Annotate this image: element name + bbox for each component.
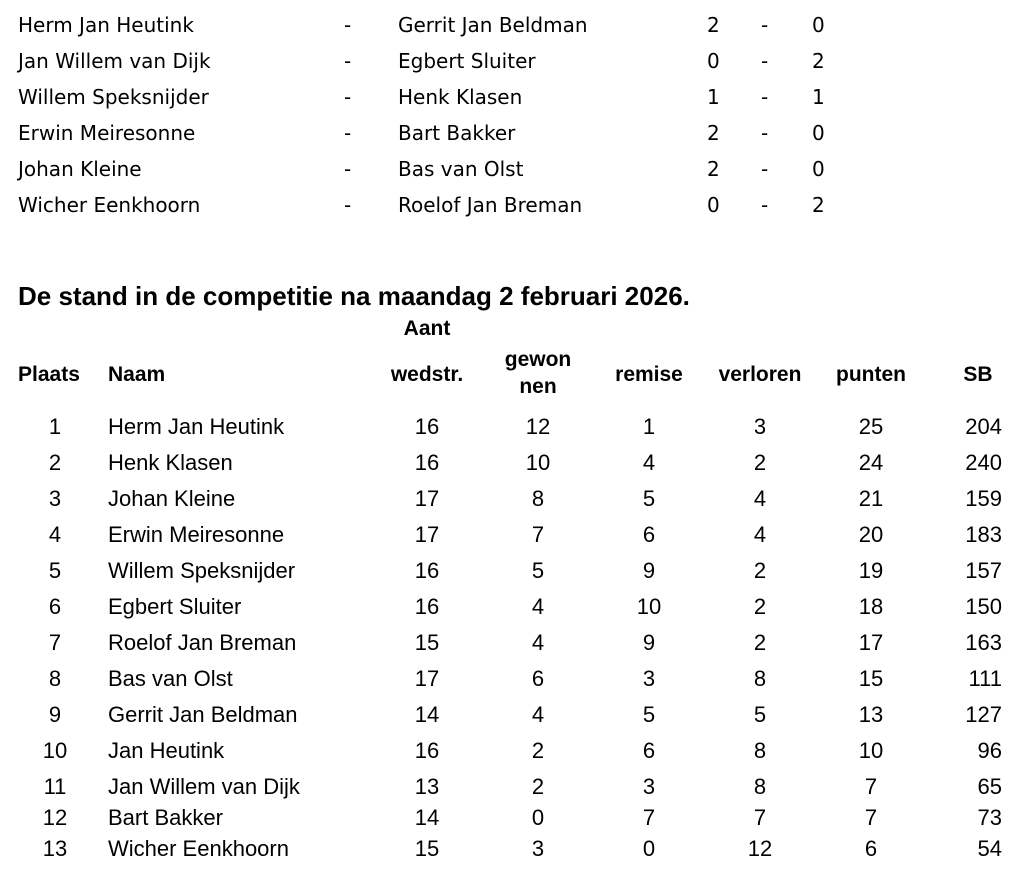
away-player: Egbert Sluiter <box>398 49 536 73</box>
cell-verloren: 8 <box>753 774 767 799</box>
cell-punten: 18 <box>858 594 884 619</box>
cell-wedstr: 15 <box>414 836 440 861</box>
score-home: 0 <box>707 193 720 217</box>
cell-punten: 20 <box>858 522 884 547</box>
result-row <box>0 118 1024 148</box>
cell-wedstr: 17 <box>414 522 440 547</box>
table-row <box>0 592 1024 622</box>
cell-remise: 10 <box>636 594 662 619</box>
cell-gewonnen: 4 <box>531 702 545 727</box>
versus-dash: - <box>344 49 352 73</box>
cell-verloren: 3 <box>753 414 767 439</box>
header-sb: SB <box>963 363 993 386</box>
cell-plaats: 2 <box>48 450 62 475</box>
cell-wedstr: 13 <box>414 774 440 799</box>
cell-remise: 6 <box>642 522 656 547</box>
score-home: 2 <box>707 13 720 37</box>
away-player: Bart Bakker <box>398 121 516 145</box>
cell-plaats: 8 <box>48 666 62 691</box>
cell-verloren: 2 <box>753 558 767 583</box>
cell-punten: 6 <box>864 836 878 861</box>
cell-verloren: 5 <box>753 702 767 727</box>
versus-dash: - <box>344 121 352 145</box>
cell-remise: 3 <box>642 666 656 691</box>
header-gewonnen-line2: nen <box>519 375 557 398</box>
cell-naam: Johan Kleine <box>108 486 236 511</box>
cell-naam: Herm Jan Heutink <box>108 414 285 439</box>
cell-wedstr: 16 <box>414 450 440 475</box>
cell-sb: 96 <box>977 738 1002 763</box>
cell-plaats: 12 <box>42 805 68 830</box>
cell-gewonnen: 7 <box>531 522 545 547</box>
away-player: Bas van Olst <box>398 157 524 181</box>
home-player: Johan Kleine <box>18 157 142 181</box>
result-row <box>0 82 1024 112</box>
cell-wedstr: 17 <box>414 666 440 691</box>
cell-wedstr: 17 <box>414 486 440 511</box>
cell-sb: 204 <box>965 414 1002 439</box>
away-player: Roelof Jan Breman <box>398 193 583 217</box>
cell-gewonnen: 4 <box>531 594 545 619</box>
cell-wedstr: 16 <box>414 414 440 439</box>
cell-wedstr: 16 <box>414 738 440 763</box>
cell-plaats: 4 <box>48 522 62 547</box>
score-away: 0 <box>812 157 825 181</box>
cell-naam: Erwin Meiresonne <box>108 522 285 547</box>
standings-title: De stand in de competitie na maandag 2 februari 2026. <box>18 281 690 311</box>
cell-gewonnen: 0 <box>531 805 545 830</box>
cell-punten: 7 <box>864 774 878 799</box>
cell-verloren: 4 <box>753 486 767 511</box>
cell-remise: 7 <box>642 805 656 830</box>
score-away: 2 <box>812 193 825 217</box>
cell-gewonnen: 10 <box>525 450 551 475</box>
cell-gewonnen: 12 <box>525 414 551 439</box>
header-plaats: Plaats <box>18 363 80 386</box>
score-separator: - <box>761 85 769 109</box>
cell-sb: 157 <box>965 558 1002 583</box>
cell-remise: 9 <box>642 630 656 655</box>
table-row <box>0 520 1024 550</box>
cell-verloren: 2 <box>753 450 767 475</box>
versus-dash: - <box>344 157 352 181</box>
cell-gewonnen: 8 <box>531 486 545 511</box>
cell-remise: 5 <box>642 702 656 727</box>
cell-punten: 19 <box>858 558 884 583</box>
score-away: 1 <box>812 85 825 109</box>
cell-sb: 240 <box>965 450 1002 475</box>
cell-wedstr: 15 <box>414 630 440 655</box>
cell-sb: 127 <box>965 702 1002 727</box>
table-row <box>0 772 1024 802</box>
cell-gewonnen: 6 <box>531 666 545 691</box>
cell-naam: Jan Heutink <box>108 738 225 763</box>
cell-plaats: 3 <box>48 486 62 511</box>
result-row <box>0 190 1024 220</box>
cell-verloren: 2 <box>753 630 767 655</box>
cell-sb: 159 <box>965 486 1002 511</box>
away-player: Henk Klasen <box>398 85 523 109</box>
cell-naam: Bart Bakker <box>108 805 223 830</box>
result-row <box>0 10 1024 40</box>
score-separator: - <box>761 121 769 145</box>
versus-dash: - <box>344 85 352 109</box>
header-wedstr: wedstr. <box>390 363 464 386</box>
score-separator: - <box>761 157 769 181</box>
header-gewonnen <box>494 346 582 400</box>
cell-punten: 7 <box>864 805 878 830</box>
cell-naam: Bas van Olst <box>108 666 233 691</box>
header-naam: Naam <box>108 363 166 386</box>
cell-naam: Henk Klasen <box>108 450 233 475</box>
cell-sb: 54 <box>977 836 1002 861</box>
header-remise: remise <box>615 363 683 386</box>
table-row <box>0 628 1024 658</box>
cell-sb: 163 <box>965 630 1002 655</box>
cell-remise: 6 <box>642 738 656 763</box>
header-aant: Aant <box>403 317 451 340</box>
cell-naam: Jan Willem van Dijk <box>108 774 300 799</box>
home-player: Erwin Meiresonne <box>18 121 196 145</box>
cell-naam: Willem Speksnijder <box>108 558 296 583</box>
cell-verloren: 4 <box>753 522 767 547</box>
cell-gewonnen: 2 <box>531 738 545 763</box>
cell-plaats: 1 <box>48 414 62 439</box>
cell-sb: 150 <box>965 594 1002 619</box>
score-separator: - <box>761 49 769 73</box>
score-home: 2 <box>707 157 720 181</box>
cell-naam: Gerrit Jan Beldman <box>108 702 298 727</box>
cell-remise: 5 <box>642 486 656 511</box>
home-player: Herm Jan Heutink <box>18 13 194 37</box>
home-player: Wicher Eenkhoorn <box>18 193 201 217</box>
result-row <box>0 154 1024 184</box>
header-verloren: verloren <box>718 363 802 386</box>
cell-gewonnen: 5 <box>531 558 545 583</box>
cell-sb: 65 <box>977 774 1002 799</box>
cell-remise: 0 <box>642 836 656 861</box>
versus-dash: - <box>344 193 352 217</box>
cell-remise: 1 <box>642 414 656 439</box>
cell-gewonnen: 4 <box>531 630 545 655</box>
cell-gewonnen: 3 <box>531 836 545 861</box>
cell-punten: 21 <box>858 486 884 511</box>
cell-punten: 10 <box>858 738 884 763</box>
cell-verloren: 8 <box>753 738 767 763</box>
cell-remise: 3 <box>642 774 656 799</box>
cell-plaats: 10 <box>42 738 68 763</box>
score-separator: - <box>761 193 769 217</box>
table-row <box>0 803 1024 833</box>
cell-plaats: 13 <box>42 836 68 861</box>
header-punten: punten <box>836 363 906 386</box>
home-player: Willem Speksnijder <box>18 85 209 109</box>
score-away: 2 <box>812 49 825 73</box>
result-row <box>0 46 1024 76</box>
away-player: Gerrit Jan Beldman <box>398 13 588 37</box>
table-row <box>0 700 1024 730</box>
cell-wedstr: 14 <box>414 805 440 830</box>
cell-sb: 183 <box>965 522 1002 547</box>
cell-verloren: 7 <box>753 805 767 830</box>
table-row <box>0 834 1024 864</box>
cell-plaats: 11 <box>43 774 67 799</box>
cell-remise: 9 <box>642 558 656 583</box>
table-row <box>0 484 1024 514</box>
cell-verloren: 8 <box>753 666 767 691</box>
cell-gewonnen: 2 <box>531 774 545 799</box>
cell-naam: Wicher Eenkhoorn <box>108 836 289 861</box>
cell-plaats: 6 <box>48 594 62 619</box>
home-player: Jan Willem van Dijk <box>18 49 211 73</box>
cell-punten: 15 <box>858 666 884 691</box>
score-away: 0 <box>812 13 825 37</box>
cell-wedstr: 16 <box>414 558 440 583</box>
table-row <box>0 556 1024 586</box>
cell-plaats: 9 <box>48 702 62 727</box>
table-row <box>0 448 1024 478</box>
cell-wedstr: 16 <box>414 594 440 619</box>
cell-naam: Egbert Sluiter <box>108 594 242 619</box>
table-row <box>0 412 1024 442</box>
cell-wedstr: 14 <box>414 702 440 727</box>
score-away: 0 <box>812 121 825 145</box>
cell-sb: 73 <box>977 805 1002 830</box>
cell-verloren: 2 <box>753 594 767 619</box>
cell-verloren: 12 <box>747 836 773 861</box>
cell-punten: 25 <box>858 414 884 439</box>
table-row <box>0 736 1024 766</box>
cell-punten: 17 <box>858 630 884 655</box>
score-home: 1 <box>707 85 720 109</box>
score-home: 0 <box>707 49 720 73</box>
table-row <box>0 664 1024 694</box>
versus-dash: - <box>344 13 352 37</box>
cell-naam: Roelof Jan Breman <box>108 630 297 655</box>
cell-remise: 4 <box>642 450 656 475</box>
cell-punten: 13 <box>858 702 884 727</box>
cell-plaats: 5 <box>48 558 62 583</box>
cell-plaats: 7 <box>48 630 62 655</box>
score-separator: - <box>761 13 769 37</box>
score-home: 2 <box>707 121 720 145</box>
cell-sb: 111 <box>968 666 1002 691</box>
cell-punten: 24 <box>858 450 884 475</box>
header-gewonnen-line1: gewon <box>504 348 572 371</box>
